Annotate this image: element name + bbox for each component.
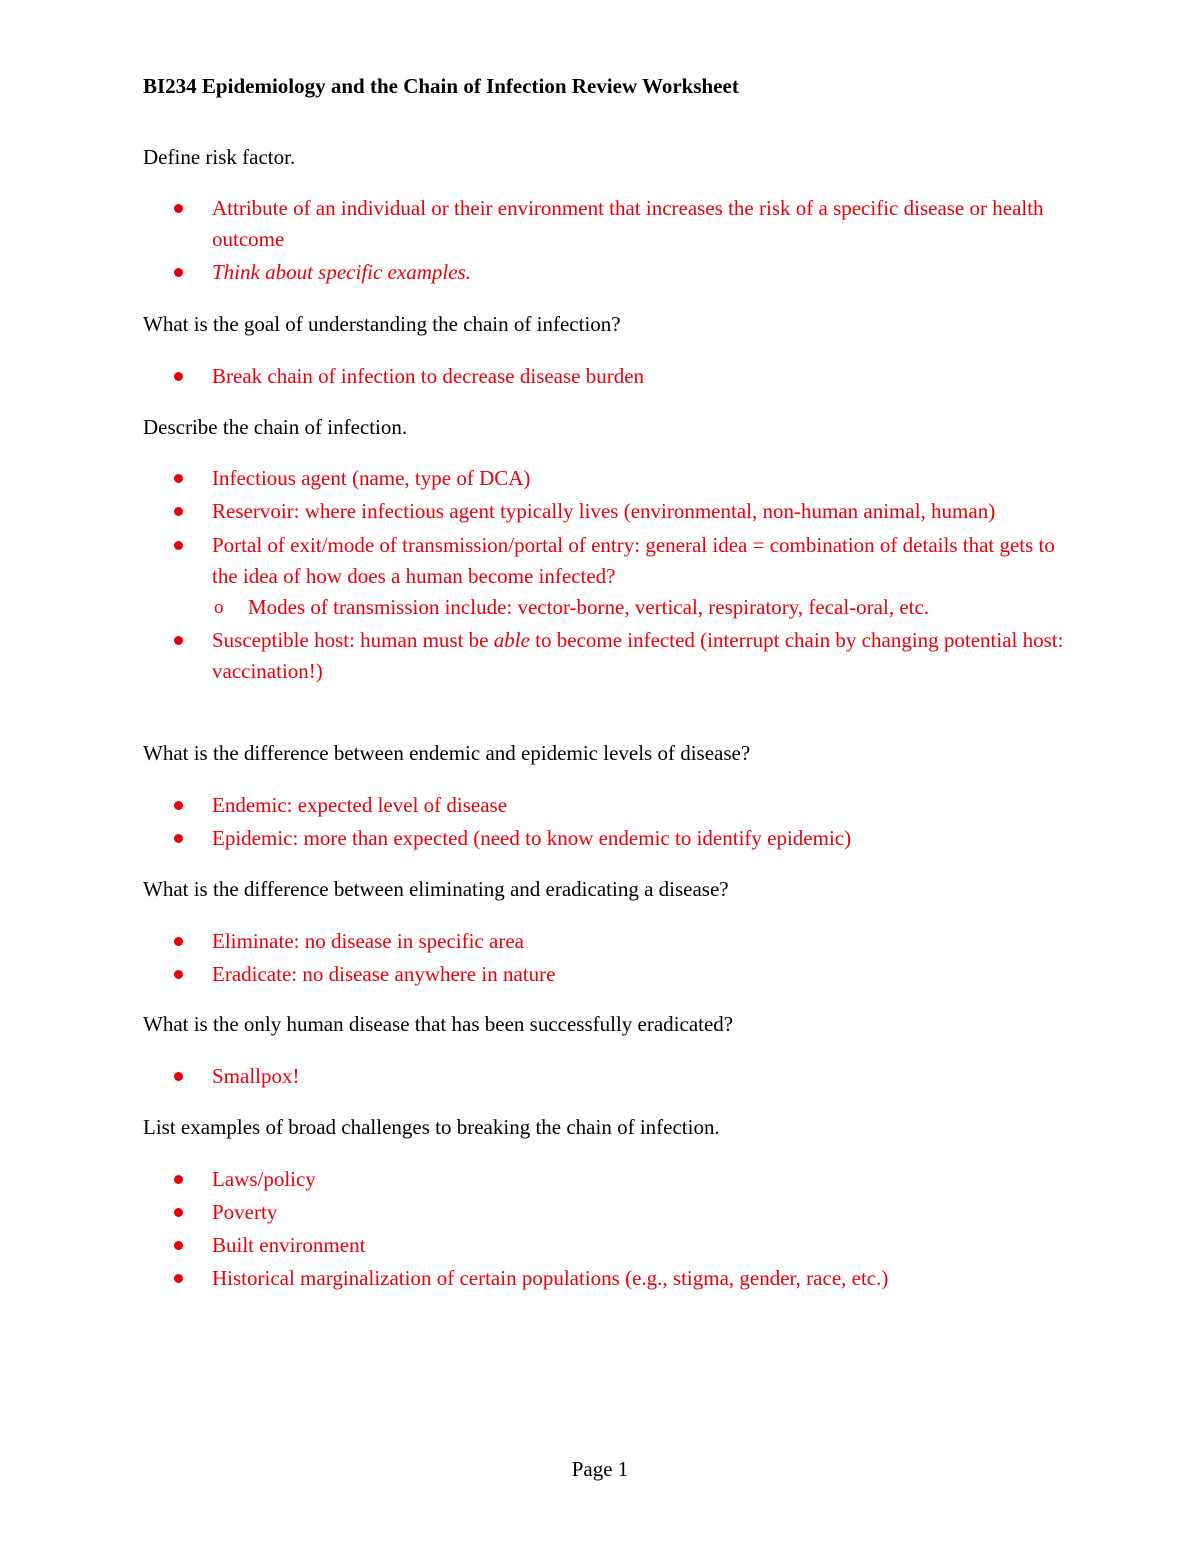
bullet-icon [174, 204, 183, 213]
bullet-icon [174, 834, 183, 843]
answer-list-risk-factor [143, 193, 1073, 290]
answer-text: Epidemic: more than expected (need to know endemic to identify epidemic) [212, 826, 852, 850]
bullet-icon [174, 801, 183, 810]
question-eliminate-eradicate: What is the difference between eliminating and eradicating a disease? [143, 877, 729, 901]
answer-text-part: Susceptible host: human must be [212, 628, 494, 652]
bullet-icon [174, 507, 183, 516]
bullet-icon [174, 541, 183, 550]
answer-text: Laws/policy [212, 1167, 316, 1191]
answer-list-endemic-epidemic [143, 790, 1073, 856]
answer-list-eliminate-eradicate [143, 926, 1073, 992]
list-item [143, 823, 1073, 855]
answer-text: Eliminate: no disease in specific area [212, 929, 524, 953]
answer-text: Built environment [212, 1233, 366, 1257]
bullet-icon [174, 1274, 183, 1283]
page-number: Page 1 [571, 1457, 629, 1481]
bullet-icon [174, 937, 183, 946]
question-risk-factor: Define risk factor. [143, 145, 296, 169]
list-item [143, 959, 1073, 991]
question-broad-challenges: List examples of broad challenges to breaking the chain of infection. [143, 1115, 720, 1139]
answer-text: Break chain of infection to decrease disease burden [212, 364, 645, 388]
list-item [143, 926, 1073, 958]
question-eradicated-disease: What is the only human disease that has been successfully eradicated? [143, 1012, 734, 1036]
list-item [143, 193, 1073, 255]
answer-text: Eradicate: no disease anywhere in nature [212, 962, 556, 986]
answer-list-broad-challenges [143, 1164, 1073, 1296]
answer-text: Poverty [212, 1200, 278, 1224]
list-item [143, 257, 1073, 289]
list-item [143, 1061, 1073, 1093]
list-item [143, 530, 1073, 624]
hollow-bullet-icon: o [214, 597, 224, 618]
list-item [143, 1197, 1073, 1229]
page-title: BI234 Epidemiology and the Chain of Infection Review Worksheet [143, 74, 739, 98]
list-item [143, 496, 1073, 528]
answer-emphasis: able [493, 628, 530, 652]
answer-text: Portal of exit/mode of transmission/portal of entry: general idea = combination of details that gets to the idea of how does a human become infected? [212, 533, 1055, 588]
bullet-icon [174, 474, 183, 483]
sub-answer-text: Modes of transmission include: vector-borne, vertical, respiratory, fecal-oral, etc. [248, 595, 930, 619]
question-goal-chain: What is the goal of understanding the chain of infection? [143, 312, 621, 336]
bullet-icon [174, 1072, 183, 1081]
answer-text-part: to become infected (interrupt chain by changing potential host: vaccination!) [212, 628, 1064, 683]
bullet-icon [174, 1208, 183, 1217]
list-item [143, 790, 1073, 822]
list-item [143, 625, 1073, 687]
bullet-icon [174, 970, 183, 979]
bullet-icon [174, 636, 183, 645]
answer-text [212, 628, 1063, 683]
question-endemic-epidemic: What is the difference between endemic and epidemic levels of disease? [143, 741, 751, 765]
list-item [143, 361, 1073, 393]
list-item [143, 1164, 1073, 1196]
answer-text: Infectious agent (name, type of DCA) [212, 466, 531, 490]
sub-answer-list [212, 592, 1073, 624]
bullet-icon [174, 1175, 183, 1184]
question-describe-chain: Describe the chain of infection. [143, 415, 408, 439]
answer-list-describe-chain [143, 463, 1073, 689]
list-item [143, 463, 1073, 495]
answer-text: Think about specific examples. [212, 260, 471, 284]
sub-list-item [212, 592, 1073, 624]
list-item [143, 1263, 1073, 1295]
answer-text: Historical marginalization of certain populations (e.g., stigma, gender, race, etc.) [212, 1266, 889, 1290]
bullet-icon [174, 268, 183, 277]
answer-text: Attribute of an individual or their environment that increases the risk of a specific disease or health outcome [212, 196, 1044, 251]
answer-text: Endemic: expected level of disease [212, 793, 508, 817]
answer-text: Smallpox! [212, 1064, 300, 1088]
bullet-icon [174, 1241, 183, 1250]
answer-list-eradicated-disease [143, 1061, 1073, 1094]
answer-list-goal-chain [143, 361, 1073, 394]
bullet-icon [174, 372, 183, 381]
list-item [143, 1230, 1073, 1262]
answer-text: Reservoir: where infectious agent typically lives (environmental, non-human animal, human) [212, 499, 996, 523]
